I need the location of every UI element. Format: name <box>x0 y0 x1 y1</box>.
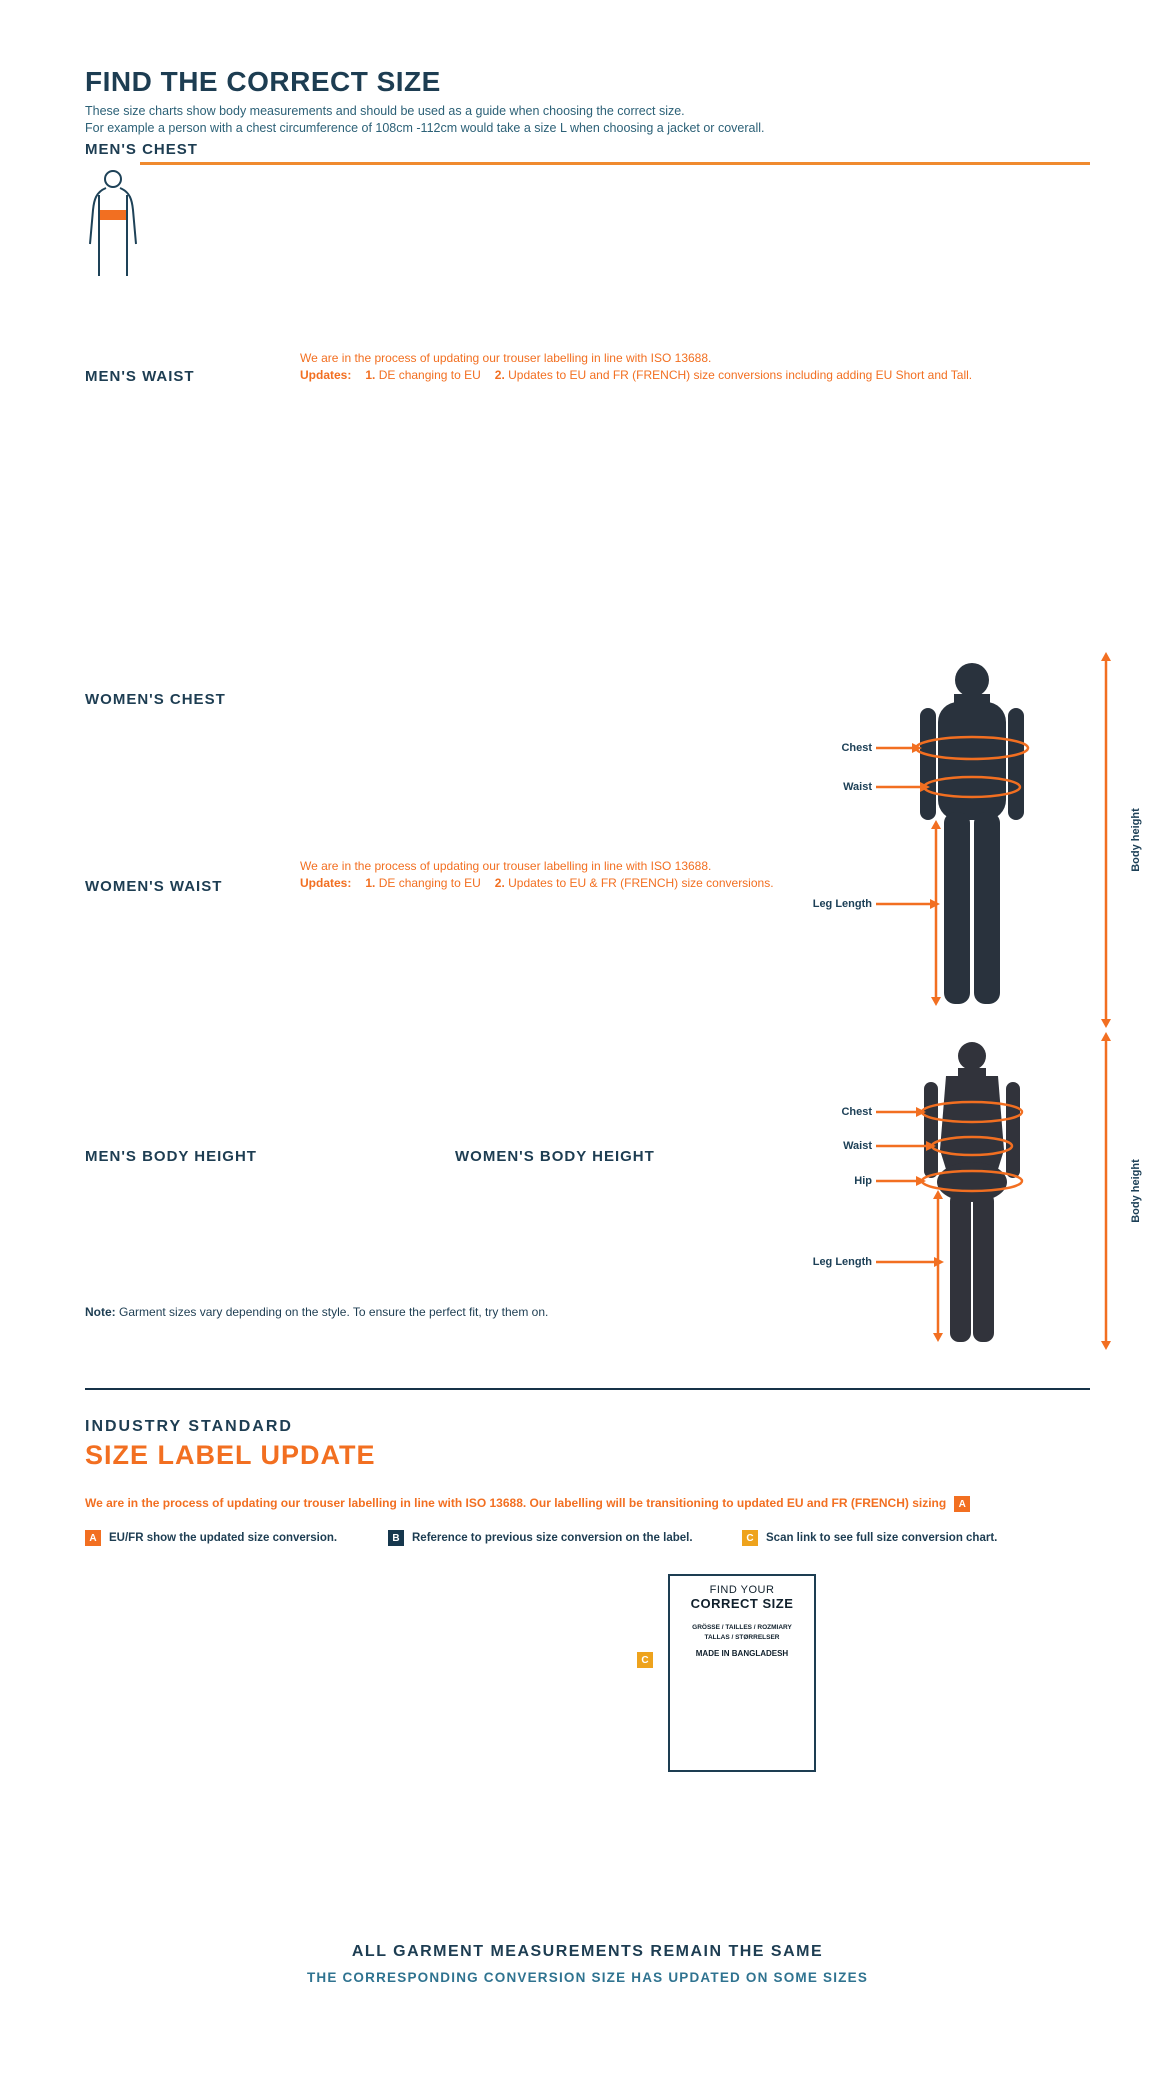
legend-text: Scan link to see full size conversion chart. <box>766 1532 998 1544</box>
man-measurement-diagram <box>800 650 1155 1030</box>
intro-line-1: These size charts show body measurements and should be used as a guide when choosing the correct size. <box>85 104 685 118</box>
womens-waist-heading: WOMEN'S WAIST <box>85 878 223 895</box>
industry-intro <box>85 1496 1095 1512</box>
qr-panel <box>668 1574 816 1772</box>
mens-chest-heading: MEN'S CHEST <box>85 141 198 158</box>
body-height-label: Body height <box>1130 1159 1142 1223</box>
industry-standard-heading: INDUSTRY STANDARD <box>85 1418 293 1435</box>
legend-item-c <box>742 1530 997 1546</box>
chest-label: Chest <box>841 1106 872 1118</box>
note-body: Garment sizes vary depending on the style. To ensure the perfect fit, try them on. <box>119 1305 549 1319</box>
update-2-num: 2. <box>494 368 505 382</box>
updates-label: Updates: <box>300 876 352 890</box>
update-2-text: Updates to EU & FR (FRENCH) size conversions. <box>508 876 774 890</box>
badge-a-icon: A <box>954 1496 970 1512</box>
man-figure-image <box>800 650 1155 1030</box>
badge-a-icon: A <box>85 1530 101 1546</box>
qr-langs-line1: GRÖSSE / TAILLES / ROZMIARY <box>692 1624 792 1631</box>
mens-chest-table <box>85 162 1090 165</box>
intro-line-2: For example a person with a chest circumference of 108cm -112cm would take a size L when choosing a jacket or coverall. <box>85 121 765 135</box>
footer-line-1: ALL GARMENT MEASUREMENTS REMAIN THE SAME <box>351 1943 824 1960</box>
qr-title-line2: CORRECT SIZE <box>690 1596 794 1611</box>
page-title: FIND THE CORRECT SIZE <box>85 66 441 97</box>
made-in-label: MADE IN BANGLADESH <box>695 1648 789 1658</box>
update-2-text: Updates to EU and FR (FRENCH) size conversions including adding EU Short and Tall. <box>508 368 973 382</box>
woman-figure-image <box>800 1032 1155 1350</box>
badge-b-icon: B <box>388 1530 404 1546</box>
legend-text: Reference to previous size conversion on the label. <box>412 1532 693 1544</box>
leg-length-label: Leg Length <box>812 1256 872 1268</box>
iso-update-note-men <box>300 350 1090 384</box>
waist-label: Waist <box>843 781 872 793</box>
qr-title-line1: FIND YOUR <box>709 1584 775 1596</box>
update-1-text: DE changing to EU <box>378 876 481 890</box>
mens-waist-heading: MEN'S WAIST <box>85 368 195 385</box>
size-label-update-heading: SIZE LABEL UPDATE <box>85 1440 376 1470</box>
badge-c-icon: C <box>742 1530 758 1546</box>
womens-body-height-heading: WOMEN'S BODY HEIGHT <box>455 1148 655 1165</box>
legend-text: EU/FR show the updated size conversion. <box>109 1532 338 1544</box>
intro-text <box>85 103 765 137</box>
waist-label: Waist <box>843 1140 872 1152</box>
iso-line-1: We are in the process of updating our trouser labelling in line with ISO 13688. <box>300 859 712 873</box>
legend-item-b <box>388 1530 693 1546</box>
leg-length-label: Leg Length <box>812 898 872 910</box>
update-1-num: 1. <box>365 368 376 382</box>
legend-item-a <box>85 1530 337 1546</box>
note-text <box>85 1305 548 1319</box>
mens-chest-figure-icon <box>87 168 137 283</box>
body-height-label: Body height <box>1130 808 1142 872</box>
updates-label: Updates: <box>300 368 352 382</box>
womens-chest-heading: WOMEN'S CHEST <box>85 691 226 708</box>
industry-intro-text: We are in the process of updating our trouser labelling in line with ISO 13688. Our labelling will be transitioning to updated EU and FR (FRENCH) sizing <box>85 1496 947 1511</box>
chest-label: Chest <box>841 742 872 754</box>
update-1-text: DE changing to EU <box>378 368 481 382</box>
hip-label: Hip <box>854 1175 872 1187</box>
mens-body-height-heading: MEN'S BODY HEIGHT <box>85 1148 257 1165</box>
badge-c-icon: C <box>637 1652 653 1668</box>
qr-langs-line2: TALLAS / STØRRELSER <box>704 1634 780 1642</box>
table-grid <box>140 162 1090 165</box>
iso-line-1: We are in the process of updating our trouser labelling in line with ISO 13688. <box>300 351 712 365</box>
iso-line-2 <box>300 367 1090 384</box>
update-1-num: 1. <box>365 876 376 890</box>
qr-languages <box>670 1623 814 1644</box>
footer-line-2: THE CORRESPONDING CONVERSION SIZE HAS UPDATED ON SOME SIZES <box>306 1970 869 1985</box>
note-label: Note: <box>85 1305 116 1319</box>
section-divider <box>85 1388 1090 1390</box>
update-2-num: 2. <box>494 876 505 890</box>
woman-measurement-diagram <box>800 1032 1155 1350</box>
